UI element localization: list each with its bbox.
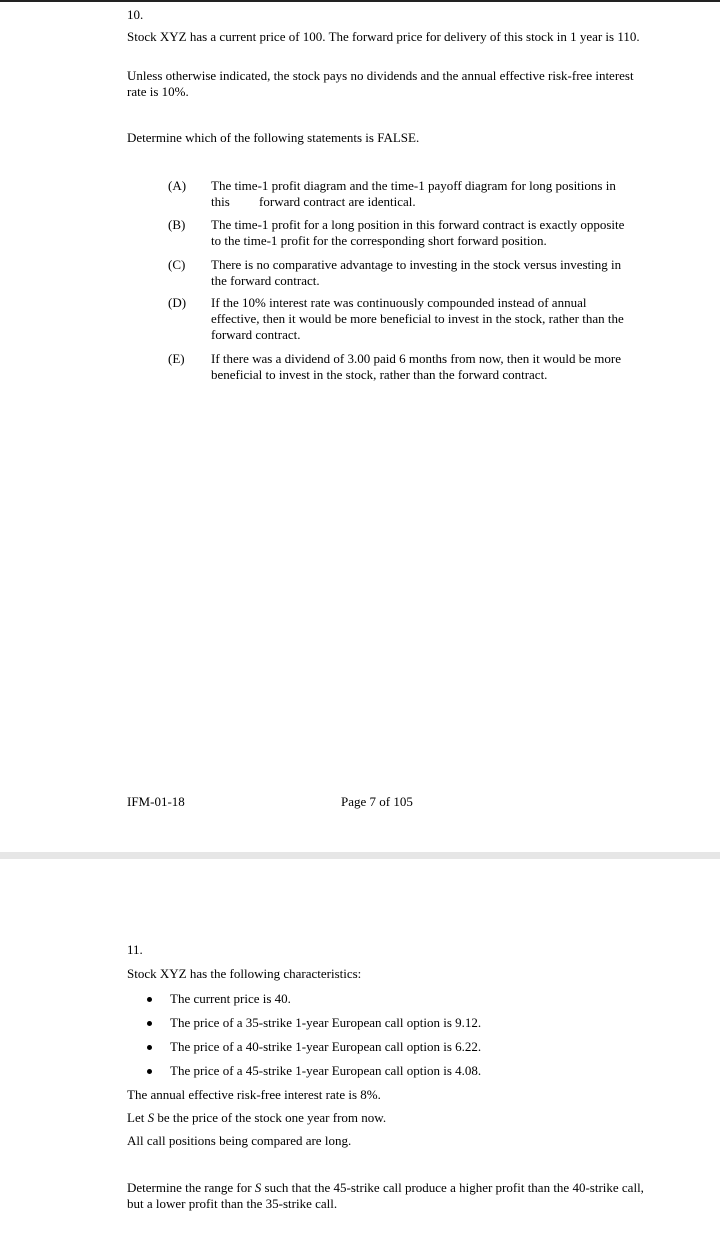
text-segment: Let: [127, 1110, 148, 1125]
option-text: The time-1 profit diagram and the time-1 payoff diagram for long positions in this forward contract are identical.: [211, 178, 620, 209]
footer-exam-code: IFM-01-18: [127, 794, 185, 809]
option-text: If the 10% interest rate was continuously compounded instead of annual effective, then it would be more beneficial to invest in the stock, rather than the forward contract.: [211, 295, 627, 342]
bullet-icon: [147, 1069, 152, 1074]
answer-option-a: [168, 178, 638, 210]
answer-option-b: [168, 217, 638, 249]
text-segment: such that the 45-strike call produce a higher profit than the 40-strike call, but a lower profit than the 35-strike call.: [127, 1180, 644, 1211]
option-letter: (C): [168, 257, 186, 272]
variable-definition: [127, 1110, 647, 1126]
answer-option-c: [168, 257, 638, 289]
option-text: There is no comparative advantage to investing in the stock versus investing in the forward contract.: [211, 257, 625, 288]
page-8: [0, 859, 720, 1235]
answer-option-d: [168, 295, 638, 343]
footer-page-number: Page 7 of 105: [341, 794, 413, 809]
bullet-icon: [147, 1021, 152, 1026]
bullet-icon: [147, 997, 152, 1002]
option-letter: (E): [168, 351, 185, 366]
bullet-icon: [147, 1045, 152, 1050]
list-item-text: The price of a 45-strike 1-year European call option is 4.08.: [170, 1063, 482, 1078]
question-number: 10.: [127, 7, 144, 22]
question-prompt: [127, 1180, 647, 1212]
option-letter: (D): [168, 295, 187, 310]
page-7: [0, 2, 720, 852]
question-number: 11.: [127, 942, 143, 957]
page-separator: [0, 852, 720, 859]
question-prompt: Determine which of the following statements is FALSE.: [127, 130, 420, 145]
answer-option-e: [168, 351, 638, 383]
option-letter: (A): [168, 178, 187, 193]
question-intro: Stock XYZ has the following characteristics:: [127, 966, 362, 981]
text-segment: Determine the range for: [127, 1180, 255, 1195]
question-intro: Stock XYZ has a current price of 100. The forward price for delivery of this stock in 1 year is 110.: [127, 29, 640, 44]
list-item-text: The price of a 40-strike 1-year European call option is 6.22.: [170, 1039, 482, 1054]
question-assumptions: Unless otherwise indicated, the stock pays no dividends and the annual effective risk-free interest rate is 10%.: [127, 68, 634, 99]
text-segment: be the price of the stock one year from now.: [154, 1110, 387, 1125]
variable-s: S: [254, 1180, 262, 1195]
positions-line: All call positions being compared are long.: [127, 1133, 352, 1148]
list-item-text: The price of a 35-strike 1-year European call option is 9.12.: [170, 1015, 482, 1030]
variable-s: S: [147, 1110, 155, 1125]
option-text: If there was a dividend of 3.00 paid 6 months from now, then it would be more beneficial to invest in the stock, rather than the forward contract.: [211, 351, 631, 382]
option-letter: (B): [168, 217, 186, 232]
interest-rate-line: The annual effective risk-free interest rate is 8%.: [127, 1087, 381, 1102]
option-text: The time-1 profit for a long position in this forward contract is exactly opposite to the time-1 profit for the corresponding short forward position.: [211, 217, 628, 248]
list-item-text: The current price is 40.: [170, 991, 291, 1006]
